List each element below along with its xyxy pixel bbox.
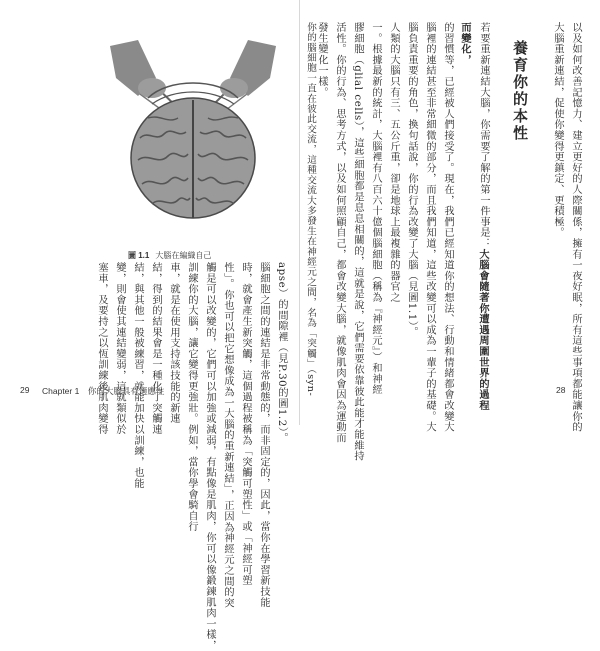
figure-caption-text: 大腦在編織自己 — [155, 251, 212, 260]
paragraph-2-line-3: 膠細胞（glial cells），這些細胞都是息息相關的，這就是說，它們需要依靠彼此能才能維持 — [352, 22, 363, 462]
left-text-line-9: 結，與其他一般被練習，就能加快以訓練，也能 — [132, 262, 143, 489]
figure-caption — [128, 250, 211, 261]
figure-label: 圖 1.1 — [128, 251, 150, 260]
paragraph-1-line-1 — [474, 22, 492, 411]
left-text-line-8: 結，得到的結果會是一種化了突觸連 — [150, 262, 161, 435]
paragraph-1-line-4: 腦裡的連結甚至非常細微的部分，而且我們知道，這些改變可以成為一輩子的基礎。大 — [424, 22, 435, 433]
left-text-line-2: 腦細胞之間的連結是非常動態的，而非固定的，因此，當你在學習新技能 — [258, 262, 269, 608]
left-text-line-7: 車，就是在使用支持該技能的新連 — [168, 262, 179, 424]
paragraph-3-line-1-visible: 你的腦細胞一直在彼此交流，這種交流大多發生在神經元之間，名為「突觸」（syn- — [305, 22, 316, 397]
paragraph-1-line-2: 而變化， — [459, 22, 471, 66]
left-text-line-1: apse）的間隙裡（見P.30的圖1.2）。 — [276, 262, 287, 444]
paragraph-2-line-5: 發生變化一樣。 — [316, 22, 327, 98]
para1-lead: 若要重新連結大腦，你需要了解的第一件事是： — [478, 22, 489, 249]
brain-knitting-illustration — [108, 38, 278, 230]
running-head: Chapter 1 你的大腦具有適應性 — [42, 386, 165, 396]
para1-bold: 大腦會隨著你遭遇周圍世界的過程 — [477, 248, 489, 411]
left-text-line-10: 變，則會使其連結變弱，這就類似於 — [114, 262, 125, 435]
left-text-line-6: 訓練你的大腦，讓它變得更強壯。例如，當你學會騎自行 — [186, 262, 197, 532]
left-text-line-4: 性」。你也可以把它想像成為一大腦的重新連結」，正因為神經元之間的突 — [222, 262, 233, 609]
page-gutter — [299, 0, 300, 425]
left-text-line-5: 觸是可以改變的，它們可以加強或減弱，有點像是肌肉，你可以像鍛鍊肌肉一樣， — [204, 262, 215, 651]
paragraph-2-line-1: 人類的大腦只有三、五公斤重，卻是地球上最複雜的器官之 — [388, 22, 399, 303]
page-number-right: 28 — [556, 385, 566, 395]
paragraph-1-line-5: 腦負責重要的角色，換句話說，你的行為改變了大腦（見圖1.1）。 — [406, 22, 417, 338]
paragraph-2-line-2: 一。根據最新的統計，大腦裡有八百六十億個腦細胞（稱為『神經元』）和神經 — [370, 22, 381, 395]
paragraph-2-line-4: 活性。你的行為、思考方式，以及如何照顧自己，都會改變大腦，就像肌肉會因為運動而 — [334, 22, 345, 444]
left-text-line-3: 時，就會產生新突觸，這個過程被稱為「突觸可塑性」或「神經可塑 — [240, 262, 251, 586]
carry-over-line-2: 大腦重新連結，促使你變得更鎮定、更積極。 — [552, 22, 563, 238]
section-heading: 養育你的本性 — [511, 40, 529, 142]
paragraph-1-line-3: 的習慣等，已經被人們接受了。現在，我們已經知道你的想法、行動和情緒都會改變大 — [442, 22, 453, 433]
left-text-line-11: 塞車，及要持之以恆訓練後肌肉變得 — [96, 262, 107, 435]
page-number-left: 29 — [20, 385, 30, 395]
carry-over-line-1: 以及如何改善記憶力、建立更好的人際關係，擁有一夜好眠，所有這些事項都能讓你的 — [570, 22, 581, 433]
